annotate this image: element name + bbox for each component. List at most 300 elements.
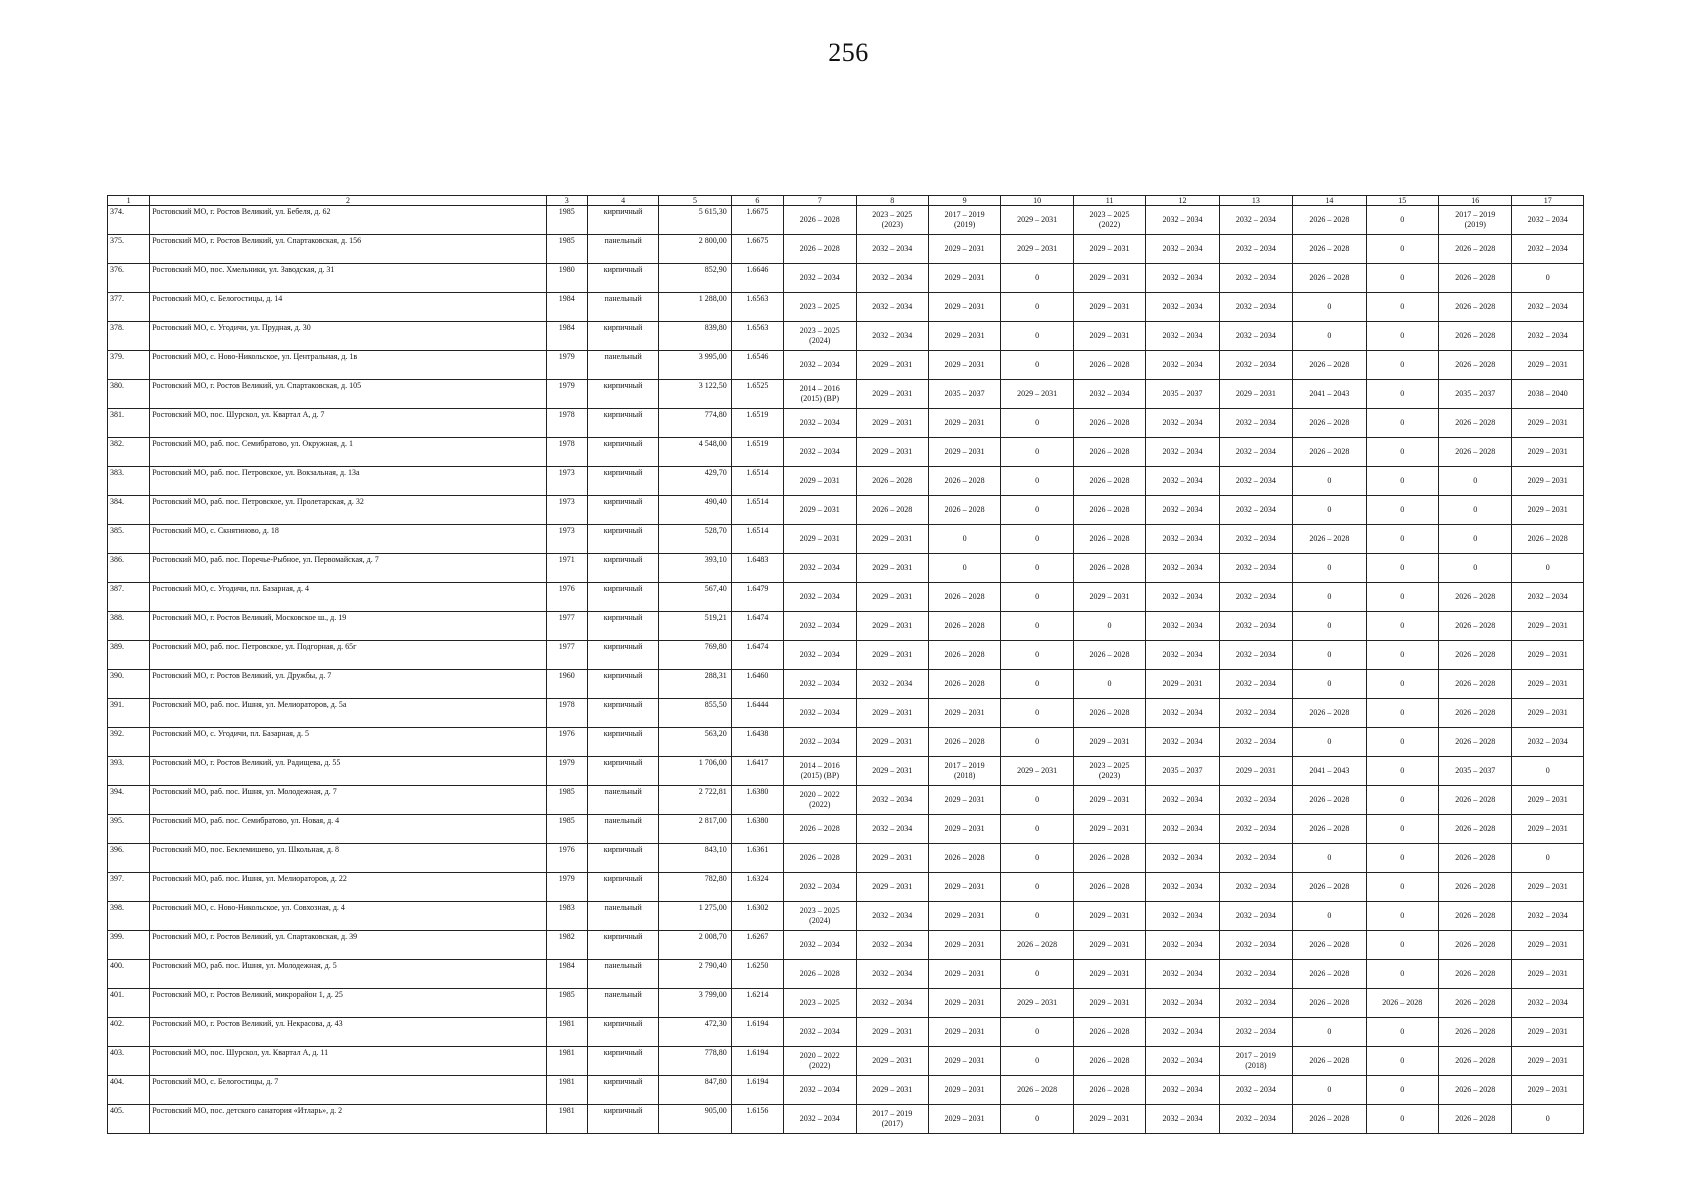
table-cell-col-16: 2026 – 2028	[1439, 1105, 1512, 1134]
table-cell-col-5: 3 799,00	[659, 989, 731, 1018]
table-cell-col-4: кирпичный	[587, 757, 658, 786]
table-cell-col-10: 0	[1001, 525, 1073, 554]
table-cell-col-3: 1984	[546, 322, 587, 351]
table-cell-col-17: 2029 – 2031	[1512, 467, 1584, 496]
header-row	[108, 196, 1584, 206]
table-cell-col-5: 288,31	[659, 670, 731, 699]
table-header	[108, 196, 1584, 206]
table-cell-col-5: 2 817,00	[659, 815, 731, 844]
table-cell-col-11: 2029 – 2031	[1073, 960, 1145, 989]
table-cell-col-9: 2029 – 2031	[928, 931, 1000, 960]
table-cell-col-10: 2029 – 2031	[1001, 206, 1073, 235]
table-cell-col-8: 2029 – 2031	[856, 699, 928, 728]
table-cell-col-8: 2032 – 2034	[856, 235, 928, 264]
table-cell-col-7: 2032 – 2034	[784, 409, 856, 438]
table-cell-col-5: 2 800,00	[659, 235, 731, 264]
table-cell-col-17: 0	[1512, 844, 1584, 873]
table-cell-col-9: 2029 – 2031	[928, 989, 1000, 1018]
table-cell-col-2: Ростовский МО, пос. Беклемишево, ул. Школьная, д. 8	[150, 844, 546, 873]
table-cell-col-5: 3 122,50	[659, 380, 731, 409]
table-cell-col-11: 2029 – 2031	[1073, 931, 1145, 960]
table-cell-col-15: 0	[1366, 467, 1438, 496]
table-cell-col-5: 847,80	[659, 1076, 731, 1105]
table-cell-col-11: 2026 – 2028	[1073, 409, 1145, 438]
table-cell-col-6: 1.6194	[731, 1047, 783, 1076]
table-cell-col-6: 1.6563	[731, 293, 783, 322]
table-cell-col-17: 2029 – 2031	[1512, 1076, 1584, 1105]
table-cell-col-10: 0	[1001, 786, 1073, 815]
table-cell-col-3: 1978	[546, 438, 587, 467]
table-cell-col-2: Ростовский МО, г. Ростов Великий, ул. Спартаковская, д. 156	[150, 235, 546, 264]
table-cell-col-16: 2035 – 2037	[1439, 757, 1512, 786]
table-cell-col-10: 0	[1001, 554, 1073, 583]
table-cell-col-2: Ростовский МО, с. Угодичи, пл. Базарная, д. 4	[150, 583, 546, 612]
table-cell-col-13: 2032 – 2034	[1219, 960, 1292, 989]
table-cell-col-14: 2026 – 2028	[1293, 264, 1366, 293]
table-cell-col-13: 2032 – 2034	[1219, 1105, 1292, 1134]
table-cell-col-1: 404.	[108, 1076, 150, 1105]
table-cell-col-7: 2032 – 2034	[784, 264, 856, 293]
table-cell-col-14: 2026 – 2028	[1293, 409, 1366, 438]
table-cell-col-17: 2029 – 2031	[1512, 960, 1584, 989]
table-cell-col-2: Ростовский МО, с. Скнятиново, д. 18	[150, 525, 546, 554]
column-header-17: 17	[1512, 196, 1584, 206]
table-cell-col-5: 2 008,70	[659, 931, 731, 960]
table-cell-col-15: 0	[1366, 235, 1438, 264]
table-cell-col-15: 0	[1366, 757, 1438, 786]
table-row	[108, 670, 1584, 699]
table-cell-col-2: Ростовский МО, пос. детского санатория «Итларь», д. 2	[150, 1105, 546, 1134]
table-cell-col-5: 782,80	[659, 873, 731, 902]
table-cell-col-9: 2029 – 2031	[928, 409, 1000, 438]
table-cell-col-13: 2032 – 2034	[1219, 989, 1292, 1018]
table-cell-col-16: 2035 – 2037	[1439, 380, 1512, 409]
table-row	[108, 496, 1584, 525]
table-row	[108, 612, 1584, 641]
table-cell-col-17: 2029 – 2031	[1512, 670, 1584, 699]
table-cell-col-16: 2026 – 2028	[1439, 322, 1512, 351]
table-cell-col-13: 2032 – 2034	[1219, 322, 1292, 351]
table-cell-col-5: 839,80	[659, 322, 731, 351]
table-cell-col-3: 1985	[546, 815, 587, 844]
table-cell-col-1: 397.	[108, 873, 150, 902]
table-row	[108, 960, 1584, 989]
table-cell-col-6: 1.6417	[731, 757, 783, 786]
table-cell-col-12: 2032 – 2034	[1146, 351, 1219, 380]
table-cell-col-14: 0	[1293, 467, 1366, 496]
housing-repair-schedule-table	[107, 195, 1584, 1134]
table-cell-col-4: кирпичный	[587, 467, 658, 496]
table-cell-col-13: 2032 – 2034	[1219, 525, 1292, 554]
table-cell-col-1: 379.	[108, 351, 150, 380]
table-cell-col-11: 2029 – 2031	[1073, 815, 1145, 844]
table-cell-col-11: 2029 – 2031	[1073, 728, 1145, 757]
table-cell-col-12: 2032 – 2034	[1146, 409, 1219, 438]
table-cell-col-12: 2032 – 2034	[1146, 641, 1219, 670]
table-cell-col-6: 1.6474	[731, 641, 783, 670]
table-cell-col-7: 2032 – 2034	[784, 612, 856, 641]
table-cell-col-6: 1.6646	[731, 264, 783, 293]
table-cell-col-16: 0	[1439, 554, 1512, 583]
table-cell-col-8: 2029 – 2031	[856, 525, 928, 554]
table-cell-col-7: 2026 – 2028	[784, 844, 856, 873]
table-cell-col-14: 0	[1293, 293, 1366, 322]
table-cell-col-8: 2032 – 2034	[856, 264, 928, 293]
table-row	[108, 1076, 1584, 1105]
table-cell-col-4: панельный	[587, 235, 658, 264]
table-cell-col-14: 0	[1293, 670, 1366, 699]
column-header-3: 3	[546, 196, 587, 206]
table-cell-col-8: 2029 – 2031	[856, 1018, 928, 1047]
table-cell-col-1: 377.	[108, 293, 150, 322]
table-cell-col-13: 2032 – 2034	[1219, 670, 1292, 699]
table-cell-col-11: 2026 – 2028	[1073, 496, 1145, 525]
table-cell-col-2: Ростовский МО, пос. Хмельники, ул. Заводская, д. 31	[150, 264, 546, 293]
table-cell-col-2: Ростовский МО, г. Ростов Великий, ул. Спартаковская, д. 105	[150, 380, 546, 409]
table-cell-col-14: 2026 – 2028	[1293, 873, 1366, 902]
table-cell-col-12: 2029 – 2031	[1146, 670, 1219, 699]
table-cell-col-14: 0	[1293, 1076, 1366, 1105]
table-row	[108, 235, 1584, 264]
table-cell-col-13: 2032 – 2034	[1219, 728, 1292, 757]
table-cell-col-6: 1.6156	[731, 1105, 783, 1134]
column-header-5: 5	[659, 196, 731, 206]
table-cell-col-4: панельный	[587, 293, 658, 322]
table-cell-col-3: 1980	[546, 264, 587, 293]
table-cell-col-16: 0	[1439, 496, 1512, 525]
table-cell-col-9: 2029 – 2031	[928, 1076, 1000, 1105]
table-cell-col-9: 2026 – 2028	[928, 670, 1000, 699]
table-cell-col-3: 1973	[546, 467, 587, 496]
table-cell-col-2: Ростовский МО, раб. пос. Ишня, ул. Молодежная, д. 7	[150, 786, 546, 815]
table-cell-col-1: 387.	[108, 583, 150, 612]
table-row	[108, 699, 1584, 728]
table-cell-col-9: 2029 – 2031	[928, 235, 1000, 264]
column-header-12: 12	[1146, 196, 1219, 206]
table-cell-col-1: 402.	[108, 1018, 150, 1047]
table-cell-col-7: 2026 – 2028	[784, 815, 856, 844]
table-cell-col-3: 1981	[546, 1105, 587, 1134]
table-cell-col-9: 2029 – 2031	[928, 873, 1000, 902]
table-cell-col-14: 0	[1293, 728, 1366, 757]
table-cell-col-15: 0	[1366, 1105, 1438, 1134]
table-cell-col-13: 2032 – 2034	[1219, 293, 1292, 322]
table-cell-col-10: 0	[1001, 1047, 1073, 1076]
table-cell-col-5: 852,90	[659, 264, 731, 293]
table-cell-col-11: 2026 – 2028	[1073, 873, 1145, 902]
table-cell-col-3: 1982	[546, 931, 587, 960]
table-cell-col-14: 2026 – 2028	[1293, 960, 1366, 989]
table-cell-col-10: 0	[1001, 1018, 1073, 1047]
table-cell-col-1: 390.	[108, 670, 150, 699]
table-cell-col-11: 2023 – 2025 (2023)	[1073, 757, 1145, 786]
table-cell-col-4: панельный	[587, 786, 658, 815]
table-cell-col-16: 2026 – 2028	[1439, 960, 1512, 989]
table-cell-col-13: 2032 – 2034	[1219, 641, 1292, 670]
table-cell-col-17: 2032 – 2034	[1512, 293, 1584, 322]
table-cell-col-1: 394.	[108, 786, 150, 815]
table-cell-col-1: 384.	[108, 496, 150, 525]
table-cell-col-10: 2026 – 2028	[1001, 931, 1073, 960]
table-row	[108, 206, 1584, 235]
table-cell-col-13: 2032 – 2034	[1219, 815, 1292, 844]
table-cell-col-8: 2017 – 2019 (2017)	[856, 1105, 928, 1134]
table-cell-col-4: кирпичный	[587, 1018, 658, 1047]
table-row	[108, 380, 1584, 409]
table-cell-col-7: 2026 – 2028	[784, 960, 856, 989]
table-cell-col-17: 2032 – 2034	[1512, 902, 1584, 931]
table-cell-col-4: кирпичный	[587, 496, 658, 525]
table-cell-col-16: 2026 – 2028	[1439, 293, 1512, 322]
table-cell-col-4: кирпичный	[587, 931, 658, 960]
table-cell-col-13: 2032 – 2034	[1219, 438, 1292, 467]
table-cell-col-4: кирпичный	[587, 206, 658, 235]
table-cell-col-11: 2029 – 2031	[1073, 322, 1145, 351]
table-cell-col-8: 2032 – 2034	[856, 960, 928, 989]
table-cell-col-14: 2026 – 2028	[1293, 438, 1366, 467]
table-cell-col-9: 2026 – 2028	[928, 496, 1000, 525]
table-cell-col-11: 2026 – 2028	[1073, 1018, 1145, 1047]
table-cell-col-17: 2029 – 2031	[1512, 351, 1584, 380]
table-cell-col-17: 2029 – 2031	[1512, 1047, 1584, 1076]
table-cell-col-7: 2032 – 2034	[784, 438, 856, 467]
table-cell-col-16: 2017 – 2019 (2019)	[1439, 206, 1512, 235]
column-header-16: 16	[1439, 196, 1512, 206]
table-cell-col-17: 2029 – 2031	[1512, 438, 1584, 467]
table-cell-col-2: Ростовский МО, г. Ростов Великий, Московское ш., д. 19	[150, 612, 546, 641]
table-cell-col-11: 2029 – 2031	[1073, 293, 1145, 322]
table-cell-col-12: 2032 – 2034	[1146, 728, 1219, 757]
table-cell-col-15: 0	[1366, 670, 1438, 699]
table-cell-col-17: 2032 – 2034	[1512, 728, 1584, 757]
table-cell-col-8: 2032 – 2034	[856, 786, 928, 815]
table-cell-col-16: 2026 – 2028	[1439, 641, 1512, 670]
table-cell-col-13: 2032 – 2034	[1219, 496, 1292, 525]
table-cell-col-17: 2032 – 2034	[1512, 235, 1584, 264]
table-cell-col-10: 0	[1001, 612, 1073, 641]
table-cell-col-6: 1.6675	[731, 235, 783, 264]
table-cell-col-6: 1.6514	[731, 496, 783, 525]
table-cell-col-8: 2026 – 2028	[856, 496, 928, 525]
table-cell-col-12: 2032 – 2034	[1146, 438, 1219, 467]
table-cell-col-4: панельный	[587, 989, 658, 1018]
table-cell-col-10: 0	[1001, 815, 1073, 844]
table-cell-col-9: 2029 – 2031	[928, 351, 1000, 380]
table-cell-col-10: 2029 – 2031	[1001, 757, 1073, 786]
table-cell-col-6: 1.6324	[731, 873, 783, 902]
table-cell-col-17: 2029 – 2031	[1512, 786, 1584, 815]
column-header-8: 8	[856, 196, 928, 206]
table-cell-col-3: 1973	[546, 525, 587, 554]
table-cell-col-2: Ростовский МО, г. Ростов Великий, ул. Спартаковская, д. 39	[150, 931, 546, 960]
table-cell-col-6: 1.6675	[731, 206, 783, 235]
table-cell-col-1: 381.	[108, 409, 150, 438]
table-cell-col-3: 1977	[546, 641, 587, 670]
table-cell-col-13: 2032 – 2034	[1219, 1076, 1292, 1105]
table-cell-col-8: 2029 – 2031	[856, 409, 928, 438]
table-cell-col-15: 0	[1366, 786, 1438, 815]
table-cell-col-6: 1.6525	[731, 380, 783, 409]
column-header-15: 15	[1366, 196, 1438, 206]
table-cell-col-13: 2029 – 2031	[1219, 757, 1292, 786]
table-cell-col-8: 2029 – 2031	[856, 757, 928, 786]
table-cell-col-10: 0	[1001, 728, 1073, 757]
table-cell-col-6: 1.6514	[731, 525, 783, 554]
table-cell-col-1: 376.	[108, 264, 150, 293]
table-cell-col-8: 2029 – 2031	[856, 1047, 928, 1076]
table-cell-col-12: 2032 – 2034	[1146, 786, 1219, 815]
table-cell-col-5: 4 548,00	[659, 438, 731, 467]
table-cell-col-12: 2032 – 2034	[1146, 1076, 1219, 1105]
table-cell-col-12: 2032 – 2034	[1146, 960, 1219, 989]
table-cell-col-4: панельный	[587, 902, 658, 931]
table-cell-col-2: Ростовский МО, с. Белогостицы, д. 14	[150, 293, 546, 322]
table-cell-col-7: 2026 – 2028	[784, 206, 856, 235]
table-cell-col-1: 375.	[108, 235, 150, 264]
table-cell-col-15: 0	[1366, 554, 1438, 583]
table-cell-col-1: 398.	[108, 902, 150, 931]
table-cell-col-14: 2026 – 2028	[1293, 206, 1366, 235]
table-cell-col-11: 2029 – 2031	[1073, 235, 1145, 264]
table-row	[108, 583, 1584, 612]
table-cell-col-2: Ростовский МО, раб. пос. Поречье-Рыбное, ул. Первомайская, д. 7	[150, 554, 546, 583]
table-cell-col-15: 0	[1366, 902, 1438, 931]
table-cell-col-7: 2032 – 2034	[784, 670, 856, 699]
table-cell-col-5: 3 995,00	[659, 351, 731, 380]
table-cell-col-13: 2032 – 2034	[1219, 902, 1292, 931]
table-row	[108, 322, 1584, 351]
table-cell-col-13: 2032 – 2034	[1219, 1018, 1292, 1047]
table-cell-col-11: 2032 – 2034	[1073, 380, 1145, 409]
table-cell-col-5: 490,40	[659, 496, 731, 525]
table-cell-col-15: 0	[1366, 206, 1438, 235]
table-cell-col-7: 2032 – 2034	[784, 554, 856, 583]
table-cell-col-3: 1973	[546, 496, 587, 525]
table-cell-col-12: 2032 – 2034	[1146, 235, 1219, 264]
table-cell-col-9: 0	[928, 525, 1000, 554]
table-cell-col-3: 1976	[546, 583, 587, 612]
table-cell-col-4: кирпичный	[587, 873, 658, 902]
table-cell-col-14: 0	[1293, 641, 1366, 670]
table-cell-col-6: 1.6460	[731, 670, 783, 699]
table-cell-col-5: 5 615,30	[659, 206, 731, 235]
table-cell-col-16: 2026 – 2028	[1439, 351, 1512, 380]
table-cell-col-7: 2023 – 2025	[784, 989, 856, 1018]
table-cell-col-9: 2026 – 2028	[928, 612, 1000, 641]
table-cell-col-17: 0	[1512, 554, 1584, 583]
table-cell-col-15: 0	[1366, 641, 1438, 670]
table-cell-col-14: 2041 – 2043	[1293, 757, 1366, 786]
table-cell-col-4: кирпичный	[587, 409, 658, 438]
table-cell-col-17: 2029 – 2031	[1512, 1018, 1584, 1047]
table-cell-col-12: 2032 – 2034	[1146, 815, 1219, 844]
table-cell-col-8: 2026 – 2028	[856, 467, 928, 496]
table-cell-col-17: 2029 – 2031	[1512, 641, 1584, 670]
table-cell-col-15: 0	[1366, 264, 1438, 293]
table-cell-col-2: Ростовский МО, с. Ново-Никольское, ул. Совхозная, д. 4	[150, 902, 546, 931]
table-cell-col-12: 2032 – 2034	[1146, 902, 1219, 931]
table-cell-col-3: 1985	[546, 206, 587, 235]
table-cell-col-3: 1977	[546, 612, 587, 641]
table-cell-col-10: 0	[1001, 438, 1073, 467]
table-cell-col-2: Ростовский МО, с. Угодичи, пл. Базарная, д. 5	[150, 728, 546, 757]
table-cell-col-11: 2026 – 2028	[1073, 844, 1145, 873]
table-cell-col-6: 1.6361	[731, 844, 783, 873]
table-cell-col-1: 380.	[108, 380, 150, 409]
table-cell-col-11: 2029 – 2031	[1073, 902, 1145, 931]
table-cell-col-12: 2032 – 2034	[1146, 699, 1219, 728]
table-row	[108, 931, 1584, 960]
table-cell-col-9: 2029 – 2031	[928, 293, 1000, 322]
table-cell-col-2: Ростовский МО, с. Белогостицы, д. 7	[150, 1076, 546, 1105]
table-cell-col-4: кирпичный	[587, 264, 658, 293]
table-cell-col-6: 1.6302	[731, 902, 783, 931]
table-cell-col-17: 2032 – 2034	[1512, 322, 1584, 351]
table-cell-col-15: 0	[1366, 1047, 1438, 1076]
table-cell-col-8: 2032 – 2034	[856, 670, 928, 699]
table-cell-col-11: 2026 – 2028	[1073, 699, 1145, 728]
table-cell-col-14: 0	[1293, 496, 1366, 525]
table-cell-col-10: 0	[1001, 902, 1073, 931]
table-cell-col-1: 403.	[108, 1047, 150, 1076]
table-cell-col-14: 2026 – 2028	[1293, 699, 1366, 728]
table-cell-col-14: 0	[1293, 844, 1366, 873]
table-cell-col-9: 2029 – 2031	[928, 902, 1000, 931]
table-cell-col-8: 2029 – 2031	[856, 1076, 928, 1105]
table-cell-col-9: 2026 – 2028	[928, 844, 1000, 873]
table-cell-col-13: 2032 – 2034	[1219, 583, 1292, 612]
table-cell-col-7: 2023 – 2025 (2024)	[784, 902, 856, 931]
table-cell-col-17: 2032 – 2034	[1512, 206, 1584, 235]
table-cell-col-3: 1983	[546, 902, 587, 931]
table-cell-col-11: 2029 – 2031	[1073, 1105, 1145, 1134]
table-cell-col-17: 0	[1512, 757, 1584, 786]
table-cell-col-5: 2 722,81	[659, 786, 731, 815]
table-cell-col-2: Ростовский МО, раб. пос. Петровское, ул. Вокзальная, д. 13а	[150, 467, 546, 496]
table-cell-col-1: 391.	[108, 699, 150, 728]
table-cell-col-12: 2035 – 2037	[1146, 380, 1219, 409]
table-cell-col-4: кирпичный	[587, 728, 658, 757]
table-cell-col-6: 1.6479	[731, 583, 783, 612]
table-cell-col-12: 2032 – 2034	[1146, 293, 1219, 322]
table-cell-col-5: 774,80	[659, 409, 731, 438]
table-cell-col-13: 2032 – 2034	[1219, 235, 1292, 264]
table-row	[108, 351, 1584, 380]
table-cell-col-11: 2026 – 2028	[1073, 1076, 1145, 1105]
table-cell-col-2: Ростовский МО, г. Ростов Великий, ул. Бебеля, д. 62	[150, 206, 546, 235]
table-cell-col-5: 393,10	[659, 554, 731, 583]
column-header-1: 1	[108, 196, 150, 206]
table-cell-col-13: 2032 – 2034	[1219, 409, 1292, 438]
table-row	[108, 409, 1584, 438]
table-cell-col-15: 0	[1366, 873, 1438, 902]
table-cell-col-16: 2026 – 2028	[1439, 1076, 1512, 1105]
table-cell-col-4: кирпичный	[587, 1076, 658, 1105]
table-cell-col-1: 382.	[108, 438, 150, 467]
table-cell-col-12: 2032 – 2034	[1146, 264, 1219, 293]
table-cell-col-6: 1.6250	[731, 960, 783, 989]
table-cell-col-14: 2026 – 2028	[1293, 235, 1366, 264]
table-cell-col-6: 1.6474	[731, 612, 783, 641]
table-cell-col-2: Ростовский МО, раб. пос. Ишня, ул. Мелиораторов, д. 5а	[150, 699, 546, 728]
table-cell-col-4: кирпичный	[587, 1047, 658, 1076]
table-cell-col-3: 1985	[546, 989, 587, 1018]
table-cell-col-4: кирпичный	[587, 844, 658, 873]
table-cell-col-13: 2032 – 2034	[1219, 786, 1292, 815]
table-cell-col-13: 2032 – 2034	[1219, 612, 1292, 641]
table-cell-col-17: 2026 – 2028	[1512, 525, 1584, 554]
table-cell-col-14: 2026 – 2028	[1293, 351, 1366, 380]
